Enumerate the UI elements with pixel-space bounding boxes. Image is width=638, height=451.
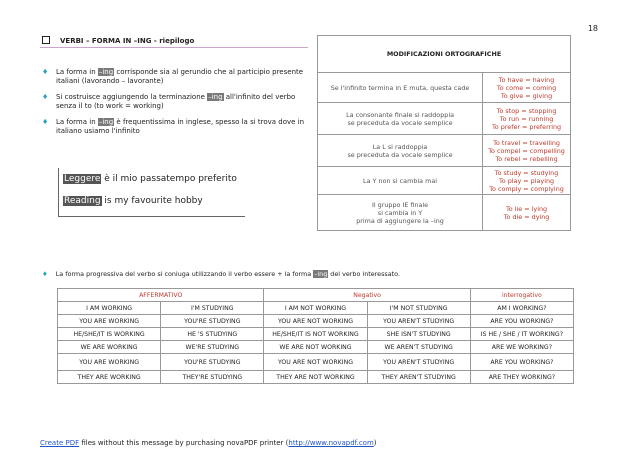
table-row	[58, 315, 574, 328]
spelling-row	[318, 167, 571, 195]
example-text: is my favourite hobby	[101, 196, 203, 206]
table-cell: WE ARE WORKING	[58, 341, 161, 354]
table-cell: IS HE / SHE / IT WORKING?	[470, 328, 573, 341]
table-row	[58, 341, 574, 354]
checkbox-icon	[42, 36, 50, 44]
table-cell: YOU AREN'T STUDYING	[367, 315, 470, 328]
bullet-icon: ♦	[42, 118, 49, 126]
table-cell: THEY ARE WORKING	[58, 371, 161, 384]
bullet-text: La forma in	[56, 118, 98, 126]
rule-examples: To have = having To come = coming To give = giving	[483, 73, 571, 103]
table-cell: AM I WORKING?	[470, 302, 573, 315]
table-cell: ARE YOU WORKING?	[470, 354, 573, 371]
header-negative: Negativo	[264, 289, 470, 302]
create-pdf-link[interactable]: Create PDF	[40, 439, 80, 447]
header-interrogative: interrogativo	[470, 289, 573, 302]
spelling-table-title: MODIFICAZIONI ORTOGRAFICHE	[318, 36, 571, 73]
ing-highlight: –ing	[98, 68, 114, 76]
section-title	[42, 36, 194, 45]
progressive-note	[42, 270, 602, 278]
bullet-icon: ♦	[42, 68, 49, 76]
rule-description: La consonante finale si raddoppia se preceduta da vocale semplice	[318, 103, 483, 135]
example-highlight: Reading	[64, 196, 101, 206]
spelling-row	[318, 73, 571, 103]
table-cell: I'M NOT STUDYING	[367, 302, 470, 315]
ing-highlight: –ing	[98, 118, 114, 126]
rule-examples: To lie = lying To die = dying	[483, 195, 571, 231]
example-highlight: Leggere	[64, 174, 101, 184]
table-cell: HE/SHE/IT IS WORKING	[58, 328, 161, 341]
rule-description: Se l'infinito termina in E muta, questa cade	[318, 73, 483, 103]
example-italian	[63, 174, 237, 184]
rule-examples: To travel = travelling To compel = compelling To rebel = rebelling	[483, 135, 571, 167]
spelling-row	[318, 135, 571, 167]
footer-text: files without this message by purchasing novaPDF printer (	[79, 439, 289, 447]
bullet-icon: ♦	[42, 270, 48, 278]
bullet-item	[42, 68, 308, 86]
table-cell: ARE THEY WORKING?	[470, 371, 573, 384]
table-cell: THEY ARE NOT WORKING	[264, 371, 367, 384]
table-cell: WE'RE STUDYING	[161, 341, 264, 354]
progressive-text: La forma progressiva del verbo si coniuga utilizzando il verbo essere + la forma	[55, 270, 314, 278]
title-underline	[40, 47, 308, 48]
section-title-text: VERBI – FORMA IN –ING - riepilogo	[60, 37, 195, 45]
bullet-text: è frequentissima in inglese, spesso la si trova dove in italiano usiamo l'infinito	[56, 118, 305, 135]
table-cell: I AM WORKING	[58, 302, 161, 315]
conjugation-table	[57, 288, 574, 384]
table-row	[58, 328, 574, 341]
bullet-text: all'infinito del verbo senza il to (to work = working)	[56, 93, 296, 110]
footer-text: )	[373, 439, 377, 447]
table-cell: YOU ARE WORKING	[58, 315, 161, 328]
spelling-row	[318, 195, 571, 231]
table-cell: THEY AREN'T STUDYING	[367, 371, 470, 384]
table-cell: YOU AREN'T STUDYING	[367, 354, 470, 371]
table-row	[58, 371, 574, 384]
rule-description: La Y non si cambia mai	[318, 167, 483, 195]
bullet-icon: ♦	[42, 93, 49, 101]
header-affirmative: AFFERMATIVO	[58, 289, 264, 302]
progressive-text: del verbo interessato.	[328, 270, 401, 278]
rule-description: Il gruppo IE finale si cambia in Y prima di aggiungere la –ing	[318, 195, 483, 231]
table-cell: WE ARE NOT WORKING	[264, 341, 367, 354]
page-number: 18	[587, 24, 598, 33]
table-cell: HE/SHE/IT IS NOT WORKING	[264, 328, 367, 341]
rule-examples: To study = studying To play = playing To comply = complying	[483, 167, 571, 195]
rule-examples: To stop = stopping To run = running To prefer = preferring	[483, 103, 571, 135]
table-cell: YOU ARE NOT WORKING	[264, 354, 367, 371]
table-cell: YOU'RE STUDYING	[161, 315, 264, 328]
table-row	[58, 302, 574, 315]
bullet-text: Si costruisce aggiungendo la terminazione	[56, 93, 208, 101]
conjugation-header-row	[58, 289, 574, 302]
rule-description: La L si raddoppia se preceduta da vocale semplice	[318, 135, 483, 167]
bullet-item	[42, 118, 308, 136]
table-cell: HE 'S STUDYING	[161, 328, 264, 341]
bullet-text: corrisponde sia al gerundio che al participio presente italiani (lavorando – lavorante)	[56, 68, 304, 85]
footer-message	[40, 439, 377, 447]
spelling-changes-table	[317, 35, 571, 231]
example-english	[63, 196, 203, 206]
bullet-item	[42, 93, 308, 111]
bullet-text: La forma in	[56, 68, 98, 76]
ing-highlight: –ing	[314, 270, 328, 278]
table-cell: THEY'RE STUDYING	[161, 371, 264, 384]
table-cell: ARE WE WORKING?	[470, 341, 573, 354]
table-cell: YOU ARE NOT WORKING	[264, 315, 367, 328]
novapdf-link[interactable]: http://www.novapdf.com	[288, 439, 374, 447]
example-text: è il mio passatempo preferito	[101, 174, 237, 184]
ing-highlight: –ing	[208, 93, 223, 101]
table-cell: YOU'RE STUDYING	[161, 354, 264, 371]
bullet-list	[42, 68, 308, 143]
table-cell: WE AREN'T STUDYING	[367, 341, 470, 354]
table-row	[58, 354, 574, 371]
table-cell: SHE ISN'T STUDYING	[367, 328, 470, 341]
table-cell: YOU ARE WORKING	[58, 354, 161, 371]
table-cell: I'M STUDYING	[161, 302, 264, 315]
example-box	[58, 168, 245, 217]
table-cell: ARE YOU WORKING?	[470, 315, 573, 328]
spelling-row	[318, 103, 571, 135]
table-cell: I AM NOT WORKING	[264, 302, 367, 315]
